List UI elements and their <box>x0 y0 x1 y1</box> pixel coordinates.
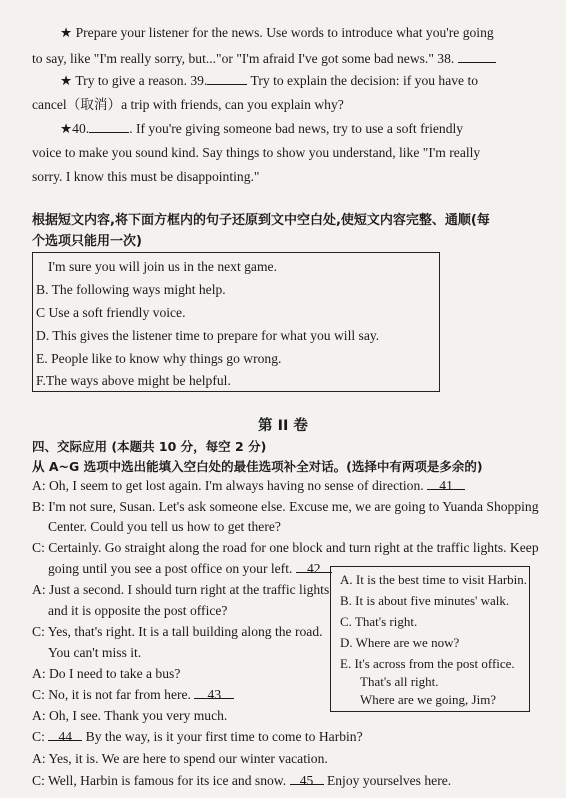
tip-2-line-2: cancel（取消）a trip with friends, can you explain why? <box>32 97 344 112</box>
section-header: 四、交际应用 (本题共 10 分，每空 2 分) <box>32 439 267 454</box>
dialogue-text-11-pre: C: Well, Harbin is famous for its ice and snow. <box>32 773 287 788</box>
blank-38[interactable] <box>458 50 496 63</box>
blank-45[interactable]: 45 <box>290 772 324 785</box>
tip-1-line-1: ★ Prepare your listener for the news. Use words to introduce what you're going <box>60 25 494 40</box>
option-d: D. This gives the listener time to prepare for what you will say. <box>36 328 380 343</box>
choice-e-line-2: That's all right. <box>360 674 439 689</box>
blank-40[interactable] <box>89 120 129 133</box>
tip-3-post: . If you're giving someone bad news, try to use a soft friendly <box>129 121 464 136</box>
dialogue-line-5a: C: Yes, that's right. It is a tall building along the road. <box>32 624 323 639</box>
tip-3-pre: ★40. <box>60 121 90 136</box>
dialogue-text-11-post: Enjoy yourselves here. <box>326 773 452 788</box>
choice-c: C. That's right. <box>340 614 418 629</box>
dialogue-line-11 <box>32 772 451 790</box>
choice-a: A. It is the best time to visit Harbin. <box>340 572 528 587</box>
tip-3-line-1 <box>60 120 463 138</box>
dialogue-text-9-post: By the way, is it your first time to come to Harbin? <box>85 729 363 744</box>
instruction-line-1: 根据短文内容,将下面方框内的句子还原到文中空白处,使短文内容完整、通顺(每 <box>32 213 490 228</box>
instruction-line-2: 个选项只能用一次) <box>32 234 142 249</box>
dialogue-line-9 <box>32 728 363 746</box>
section-instruction: 从 A~G 选项中选出能填入空白处的最佳选项补全对话。(选择中有两项是多余的) <box>32 459 483 474</box>
dialogue-line-6: A: Do I need to take a bus? <box>32 666 181 681</box>
dialogue-text-7: C: No, it is not far from here. <box>32 687 191 702</box>
choice-b: B. It is about five minutes' walk. <box>340 593 510 608</box>
blank-41[interactable]: 41 <box>427 477 465 490</box>
dialogue-text-3b: going until you see a post office on your left. <box>48 561 293 576</box>
option-f: F.The ways above might be helpful. <box>36 373 231 388</box>
blank-42[interactable]: 42 <box>296 560 332 573</box>
dialogue-text-1: A: Oh, I seem to get lost again. I'm always having no sense of direction. <box>32 478 424 493</box>
option-c: C Use a soft friendly voice. <box>36 305 186 320</box>
tip-3-line-2: voice to make you sound kind. Say things to show you understand, like "I'm really <box>32 145 481 160</box>
dialogue-line-2b: Center. Could you tell us how to get there? <box>48 519 281 534</box>
dialogue-line-7 <box>32 686 234 704</box>
tip-2-pre: ★ Try to give a reason. 39. <box>60 73 208 88</box>
dialogue-line-5b: You can't miss it. <box>48 645 142 660</box>
tip-2-post: Try to explain the decision: if you have to <box>250 73 479 88</box>
dialogue-line-2a: B: I'm not sure, Susan. Let's ask someone else. Excuse me, we are going to Yuanda Shopping <box>32 499 539 514</box>
dialogue-line-1 <box>32 477 465 495</box>
blank-39[interactable] <box>207 72 247 85</box>
tip-2-line-1 <box>60 72 478 90</box>
tip-1-line-2 <box>32 50 496 68</box>
dialogue-line-4a: A: Just a second. I should turn right at the traffic lights <box>32 582 330 597</box>
option-e: E. People like to know why things go wrong. <box>36 351 282 366</box>
dialogue-text-9-pre: C: <box>32 729 45 744</box>
blank-44[interactable]: 44 <box>48 728 82 741</box>
blank-43[interactable]: 43 <box>194 686 234 699</box>
dialogue-line-3a: C: Certainly. Go straight along the road for one block and turn right at the traffic lights. Keep <box>32 540 539 555</box>
choice-d: D. Where are we now? <box>340 635 460 650</box>
option-a: I'm sure you will join us in the next game. <box>48 259 277 274</box>
dialogue-line-4b: and it is opposite the post office? <box>48 603 228 618</box>
dialogue-line-3b <box>48 560 332 578</box>
tip-1-text: to say, like "I'm really sorry, but..."or "I'm afraid I've got some bad news." 38. <box>32 51 455 66</box>
option-b: B. The following ways might help. <box>36 282 226 297</box>
tip-3-line-3: sorry. I know this must be disappointing." <box>32 169 260 184</box>
dialogue-line-10: A: Yes, it is. We are here to spend our winter vacation. <box>32 751 328 766</box>
choice-g: Where are we going, Jim? <box>360 692 497 707</box>
section-title: 第 II 卷 <box>258 418 308 434</box>
dialogue-line-8: A: Oh, I see. Thank you very much. <box>32 708 228 723</box>
choice-e-line-1: E. It's across from the post office. <box>340 656 515 671</box>
